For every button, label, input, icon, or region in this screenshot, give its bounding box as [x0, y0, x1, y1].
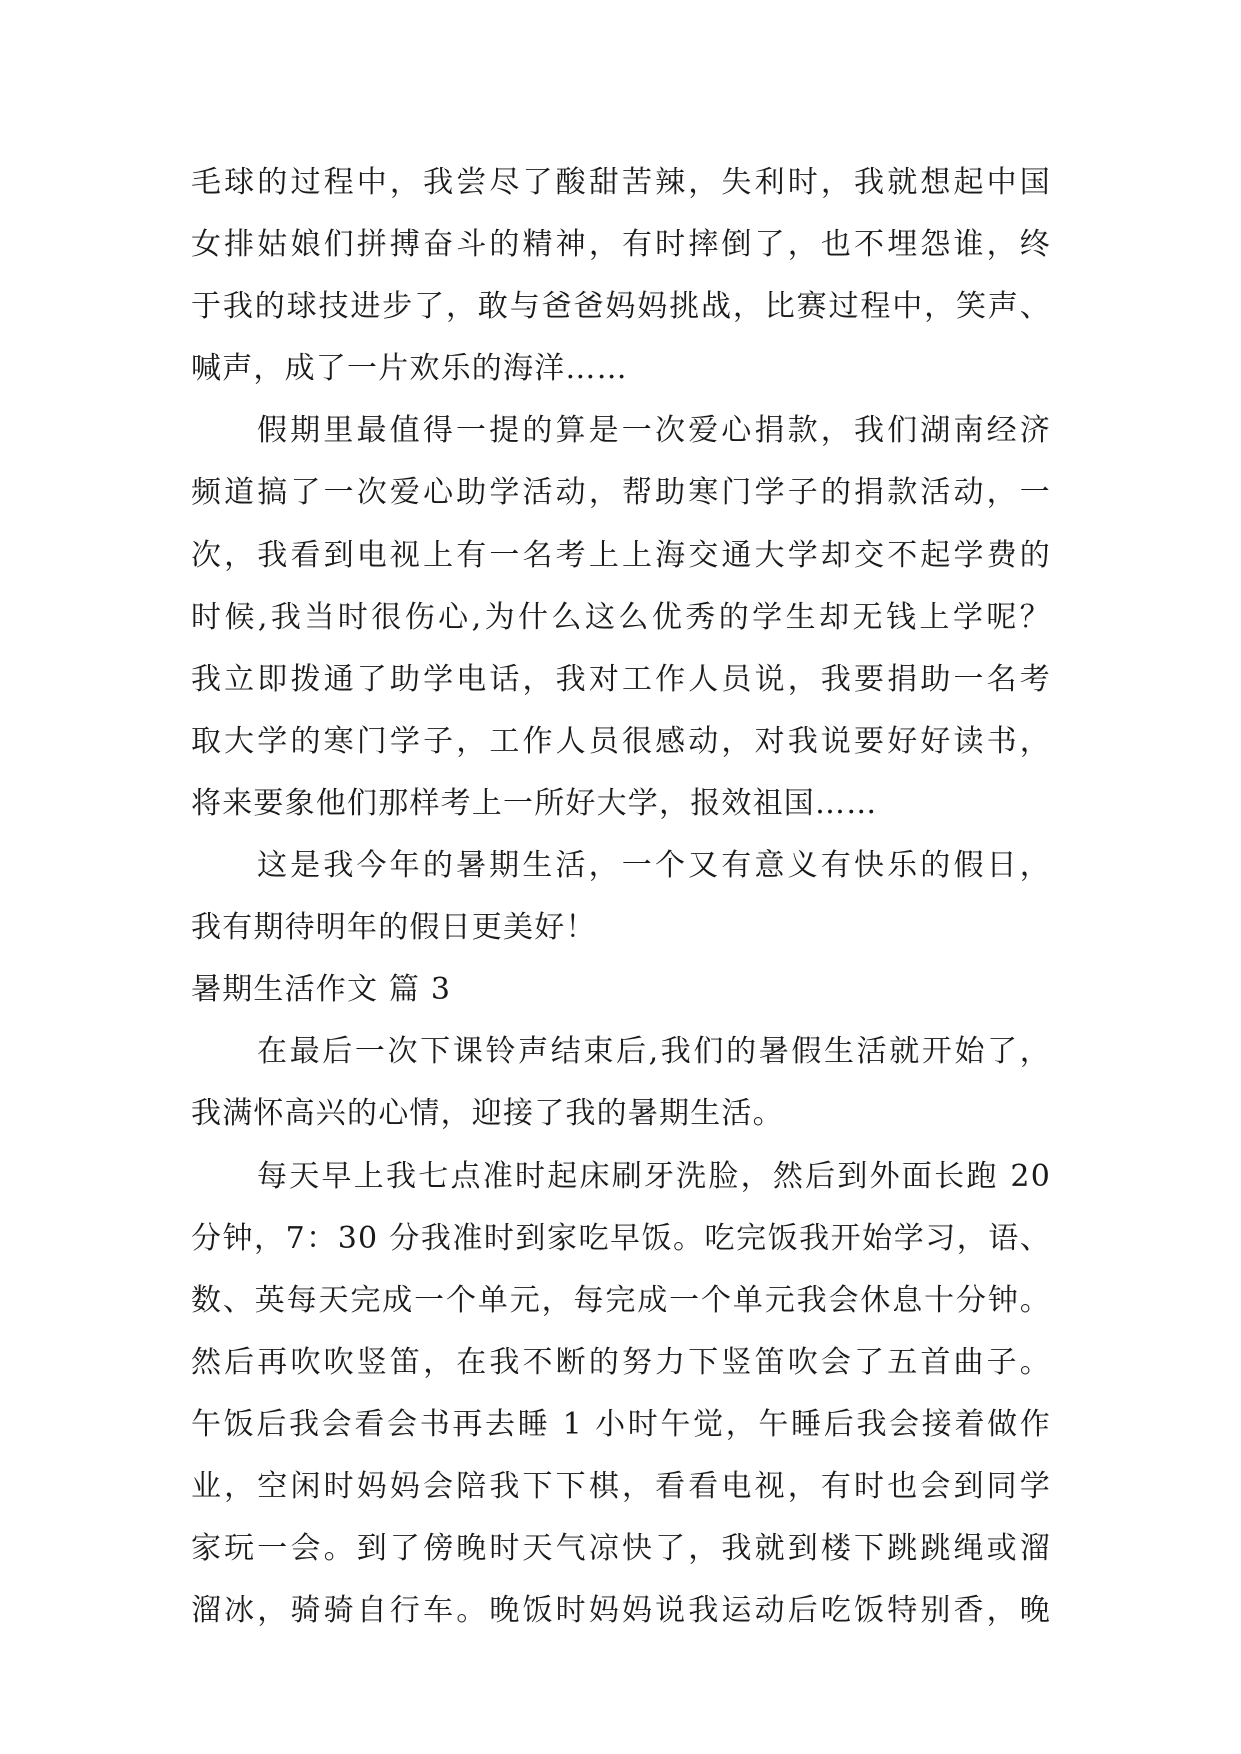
text-line: 这是我今年的暑期生活，一个又有意义有快乐的假日，	[257, 848, 1051, 884]
text-line: 我立即拨通了助学电话，我对工作人员说，我要捐助一名考	[191, 661, 1051, 697]
text-line: 于我的球技进步了，敢与爸爸妈妈挑战，比赛过程中，笑声、	[191, 289, 1051, 325]
text-line: 在最后一次下课铃声结束后,我们的暑假生活就开始了，	[257, 1034, 1051, 1070]
text-line: 频道搞了一次爱心助学活动，帮助寒门学子的捐款活动，一	[191, 475, 1051, 511]
text-line: 次，我看到电视上有一名考上上海交通大学却交不起学费的	[191, 537, 1051, 573]
text-line: 午饭后我会看会书再去睡 1 小时午觉，午睡后我会接着做作	[191, 1406, 1051, 1442]
text-line: 家玩一会。到了傍晚时天气凉快了，我就到楼下跳跳绳或溜	[191, 1531, 1051, 1567]
text-line: 业，空闲时妈妈会陪我下下棋，看看电视，有时也会到同学	[191, 1468, 1051, 1504]
text-line: 假期里最值得一提的算是一次爱心捐款，我们湖南经济	[257, 413, 1051, 449]
text-line: 喊声，成了一片欢乐的海洋……	[191, 351, 628, 387]
text-line: 每天早上我七点准时起床刷牙洗脸，然后到外面长跑 20	[257, 1158, 1051, 1194]
text-line: 暑期生活作文 篇 3	[191, 972, 452, 1008]
text-line: 然后再吹吹竖笛，在我不断的努力下竖笛吹会了五首曲子。	[191, 1344, 1051, 1380]
text-line: 我有期待明年的假日更美好！	[191, 910, 597, 946]
text-line: 溜冰，骑骑自行车。晚饭时妈妈说我运动后吃饭特别香，晚	[191, 1593, 1051, 1629]
text-line: 将来要象他们那样考上一所好大学，报效祖国……	[191, 785, 878, 821]
text-line: 数、英每天完成一个单元，每完成一个单元我会休息十分钟。	[191, 1282, 1051, 1318]
text-line: 分钟，7：30 分我准时到家吃早饭。吃完饭我开始学习，语、	[191, 1220, 1051, 1256]
text-line: 女排姑娘们拼搏奋斗的精神，有时摔倒了，也不埋怨谁，终	[191, 227, 1051, 263]
text-line: 毛球的过程中，我尝尽了酸甜苦辣，失利时，我就想起中国	[191, 165, 1051, 200]
text-line: 时候,我当时很伤心,为什么这么优秀的学生却无钱上学呢？	[191, 599, 1051, 635]
document-body	[191, 152, 1051, 1642]
text-line: 取大学的寒门学子，工作人员很感动，对我说要好好读书，	[191, 723, 1051, 759]
text-line: 我满怀高兴的心情，迎接了我的暑期生活。	[191, 1096, 784, 1132]
